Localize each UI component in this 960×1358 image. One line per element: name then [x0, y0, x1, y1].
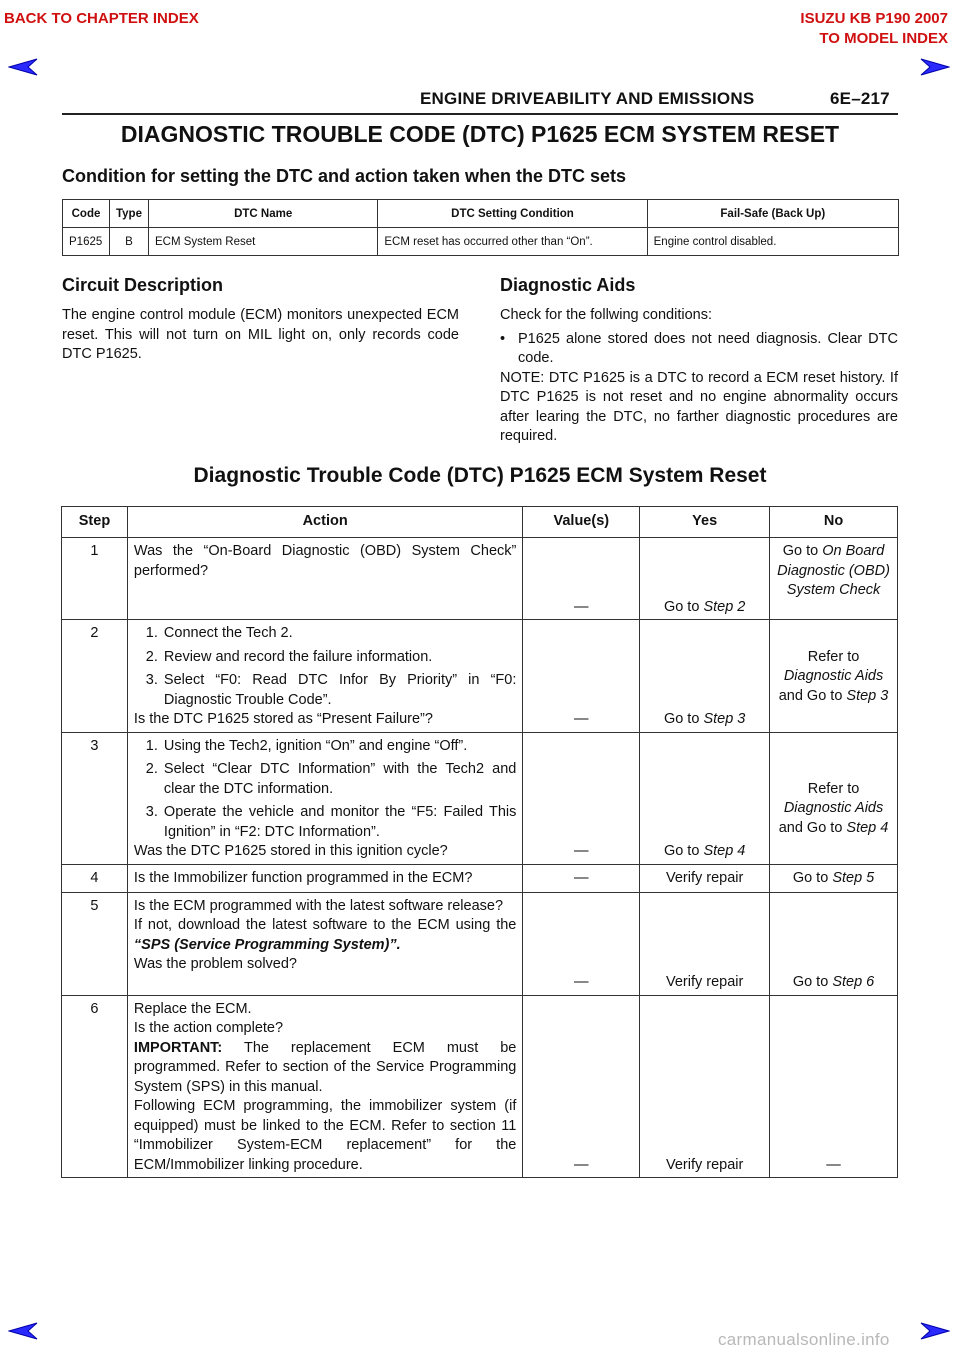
step-no — [770, 620, 898, 733]
sps-reference: “SPS (Service Programming System)”. — [133, 936, 401, 953]
step-no — [770, 892, 898, 995]
cell-type: B — [109, 228, 148, 256]
no-link[interactable]: Step 5 — [832, 870, 875, 887]
header-rule — [62, 113, 898, 115]
and-go-to-label: and Go to — [778, 819, 847, 836]
no-link[interactable]: Step 6 — [832, 974, 875, 990]
list-item: 3. Select “F0: Read DTC Infor By Priority” in “F0: Diagnostic Trouble Code”. — [162, 671, 516, 710]
step-no — [770, 538, 898, 620]
condition-table — [62, 199, 899, 256]
cell-code: P1625 — [63, 228, 110, 256]
col-fail-safe: Fail-Safe (Back Up) — [647, 200, 898, 228]
step-question: Was the DTC P1625 stored in this ignition cycle? — [133, 843, 448, 859]
step-number: 4 — [62, 864, 128, 892]
circuit-heading: Circuit Description — [62, 275, 224, 295]
go-to-label: Go to — [663, 711, 704, 727]
important-label: IMPORTANT: — [133, 1039, 223, 1056]
aids-intro: Check for the follwing conditions: — [500, 307, 712, 323]
circuit-text: The engine control module (ECM) monitors unexpected ECM reset. This will not turn on MIL light on, only records code DTC P1625. — [62, 307, 459, 362]
step-value: — — [523, 892, 640, 995]
col-type: Type — [109, 200, 148, 228]
cell-fail-safe: Engine control disabled. — [647, 228, 898, 256]
no-link[interactable]: Step 4 — [846, 819, 889, 836]
step-no — [770, 864, 898, 892]
step-value: — — [523, 864, 640, 892]
no-link[interactable]: On Board Diagnostic (OBD) System Check — [777, 543, 890, 598]
step-yes[interactable]: Verify repair — [640, 995, 770, 1178]
step-value: — — [523, 732, 640, 864]
bullet-icon: • — [500, 330, 506, 347]
aids-bullet — [500, 330, 898, 369]
step-action: Is the Immobilizer function programmed in the ECM? — [127, 864, 522, 892]
table-row — [63, 228, 899, 256]
table-row — [62, 620, 898, 733]
step-yes — [640, 538, 770, 620]
list-item: 1. Connect the Tech 2. — [162, 624, 516, 644]
step-value: — — [523, 995, 640, 1178]
step-text-a: Replace the ECM. — [133, 1000, 252, 1017]
yes-link[interactable]: Step 2 — [703, 598, 746, 615]
step-number: 1 — [62, 538, 128, 620]
step-action — [127, 620, 522, 733]
list-item: 1. Using the Tech2, ignition “On” and engine “Off”. — [162, 737, 516, 757]
condition-header-row — [63, 200, 899, 228]
step-yes — [640, 732, 770, 864]
step-no — [770, 732, 898, 864]
step-action — [127, 892, 522, 995]
step-yes — [640, 620, 770, 733]
back-to-chapter-link[interactable]: BACK TO CHAPTER INDEX — [4, 10, 199, 27]
following-text: Following ECM programming, the immobilizer system (if equipped) must be linked to the ECM. Refer to section 11 “Immobilizer System-ECM replacement” for the ECM/Immobilizer linking procedure. — [133, 1098, 517, 1173]
table-row — [62, 995, 898, 1178]
step-action — [127, 995, 522, 1178]
col-setting-condition: DTC Setting Condition — [378, 200, 647, 228]
step-value: — — [523, 620, 640, 733]
col-yes: Yes — [640, 507, 770, 538]
step-number: 6 — [62, 995, 128, 1178]
step-question: Is the action complete? — [133, 1020, 284, 1036]
step-question: Was the problem solved? — [133, 956, 297, 972]
page-number: 6E–217 — [830, 89, 890, 108]
cell-dtc-name: ECM System Reset — [148, 228, 377, 256]
step-yes[interactable]: Verify repair — [640, 864, 770, 892]
table-row — [62, 732, 898, 864]
col-dtc-name: DTC Name — [148, 200, 377, 228]
list-item: 2. Select “Clear DTC Information” with the Tech2 and clear the DTC information. — [162, 760, 516, 799]
table-row — [62, 892, 898, 995]
go-to-label: Go to — [663, 843, 704, 859]
aids-note: NOTE: DTC P1625 is a DTC to record a ECM reset history. If DTC P1625 is not reset and no engine abnormality occurs after learing the DTC, no farther diagnostic procedures are required. — [500, 369, 898, 444]
aids-bullet-text: P1625 alone stored does not need diagnosis. Clear DTC code. — [518, 330, 898, 366]
go-to-label: Go to — [663, 598, 704, 615]
go-to-label: Go to — [782, 543, 823, 559]
col-code: Code — [63, 200, 110, 228]
yes-link[interactable]: Step 3 — [703, 711, 746, 727]
procedure-table — [61, 506, 898, 1178]
and-go-to-label: and Go to — [778, 687, 847, 704]
col-no: No — [770, 507, 898, 538]
go-to-label: Go to — [792, 974, 833, 990]
list-item: 2. Review and record the failure information. — [162, 648, 516, 668]
procedure-header-row — [62, 507, 898, 538]
col-action: Action — [127, 507, 522, 538]
diagnostic-aids-link[interactable]: Diagnostic Aids — [783, 668, 884, 684]
step-text-b: If not, download the latest software to the ECM using the — [133, 917, 517, 933]
section-header: ENGINE DRIVEABILITY AND EMISSIONS — [420, 89, 755, 108]
cell-setting-condition: ECM reset has occurred other than “On”. — [378, 228, 647, 256]
step-items — [134, 737, 516, 843]
no-link[interactable]: Step 3 — [846, 687, 889, 704]
step-number: 2 — [62, 620, 128, 733]
table-row — [62, 538, 898, 620]
procedure-heading: Diagnostic Trouble Code (DTC) P1625 ECM System Reset — [193, 464, 767, 487]
next-page-arrow-icon[interactable] — [920, 58, 950, 76]
condition-heading: Condition for setting the DTC and action taken when the DTC sets — [62, 166, 627, 186]
aids-heading: Diagnostic Aids — [500, 275, 636, 295]
model-name: ISUZU KB P190 2007 — [800, 10, 948, 27]
step-question: Is the DTC P1625 stored as “Present Failure”? — [133, 711, 433, 727]
watermark: carmanualsonline.info — [718, 1330, 890, 1349]
step-number: 5 — [62, 892, 128, 995]
list-item: 3. Operate the vehicle and monitor the “F5: Failed This Ignition” in “F2: DTC Information”. — [162, 803, 516, 842]
refer-to-label: Refer to — [807, 780, 860, 797]
aids-body — [500, 306, 898, 447]
prev-page-arrow-icon[interactable] — [8, 58, 38, 76]
diagnostic-aids-link[interactable]: Diagnostic Aids — [783, 800, 884, 817]
step-action: Was the “On-Board Diagnostic (OBD) System Check” performed? — [127, 538, 522, 620]
yes-link[interactable]: Step 4 — [703, 843, 746, 859]
table-row — [62, 864, 898, 892]
next-page-arrow-icon[interactable] — [920, 1322, 950, 1340]
step-number: 3 — [62, 732, 128, 864]
step-items — [134, 624, 516, 710]
step-value: — — [523, 538, 640, 620]
step-no: — — [770, 995, 898, 1178]
page-title: DIAGNOSTIC TROUBLE CODE (DTC) P1625 ECM SYSTEM RESET — [120, 121, 840, 147]
go-to-label: Go to — [792, 870, 833, 887]
col-values: Value(s) — [523, 507, 640, 538]
step-action — [127, 732, 522, 864]
prev-page-arrow-icon[interactable] — [8, 1322, 38, 1340]
to-model-index-link[interactable]: TO MODEL INDEX — [819, 30, 948, 47]
step-yes[interactable]: Verify repair — [640, 892, 770, 995]
important-text: The replacement ECM must be programmed. Refer to section of the Service Programming System (SPS) in this manual. — [133, 1039, 517, 1095]
step-text-a: Is the ECM programmed with the latest software release? — [133, 897, 504, 914]
col-step: Step — [62, 507, 128, 538]
refer-to-label: Refer to — [807, 648, 860, 665]
